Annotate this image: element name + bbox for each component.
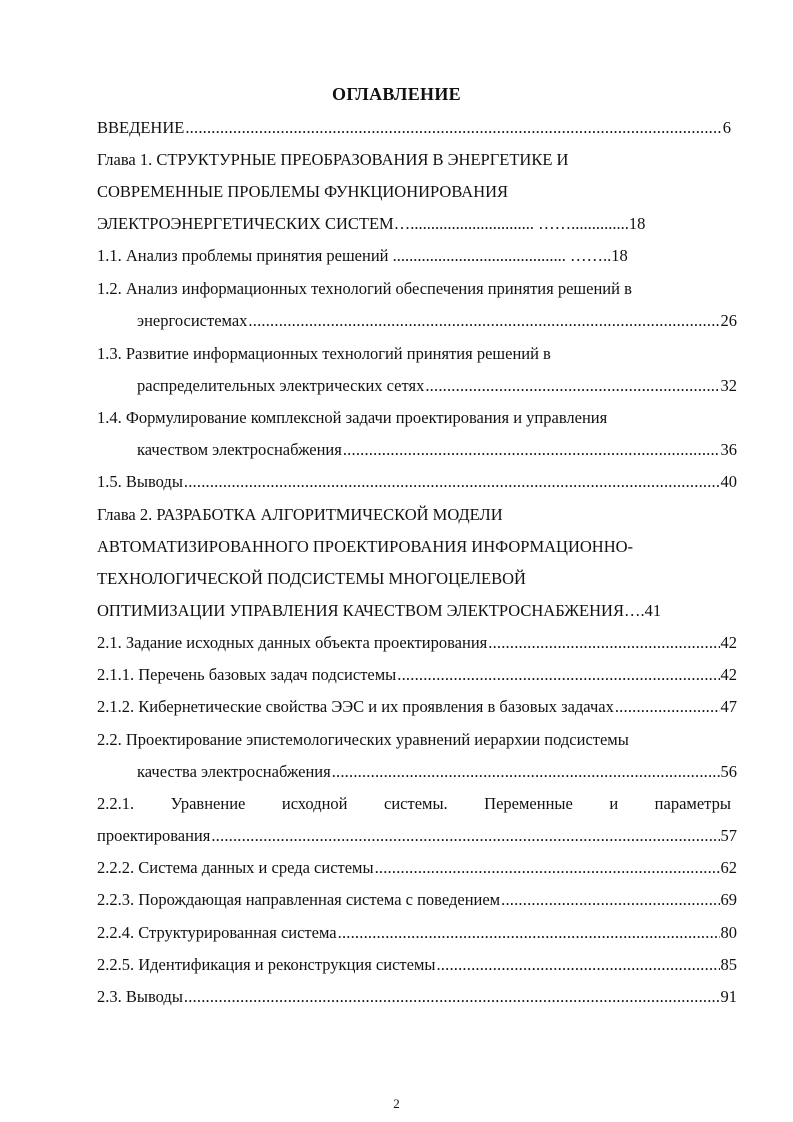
leader-dots xyxy=(338,923,720,943)
toc-entry-1-3-line-2 xyxy=(137,376,737,396)
toc-entry-1-4-line-1: 1.4. Формулирование комплексной задачи проектирования и управления xyxy=(97,408,608,427)
toc-entry-2-3 xyxy=(97,987,737,1007)
toc-chapter-1-line-2: СОВРЕМЕННЫЕ ПРОБЛЕМЫ ФУНКЦИОНИРОВАНИЯ xyxy=(97,182,509,201)
toc-chapter-1-title-end: ЭЛЕКТРОЭНЕРГЕТИЧЕСКИХ СИСТЕМ… xyxy=(97,214,411,233)
toc-entry-text: проектирования xyxy=(97,826,211,845)
toc-entry-1-2-line-2 xyxy=(137,311,737,331)
leader-dots xyxy=(397,665,719,685)
toc-page-number: 18 xyxy=(628,214,646,233)
leader-dots xyxy=(343,440,720,460)
toc-page-number: ..18 xyxy=(603,246,628,265)
toc-entry-2-2-1-line-2 xyxy=(97,826,737,846)
toc-entry-2-2-4 xyxy=(97,923,737,943)
toc-chapter-2-line-4: ОПТИМИЗАЦИИ УПРАВЛЕНИЯ КАЧЕСТВОМ ЭЛЕКТРОСНАБЖЕНИЯ….41 xyxy=(97,601,662,620)
leader-dots xyxy=(184,472,720,492)
toc-entry-1-2-line-1: 1.2. Анализ информационных технологий обеспечения принятия решений в xyxy=(97,279,632,298)
toc-entry-2-2-1-line-1 xyxy=(97,794,731,814)
toc-page-number: 91 xyxy=(720,987,737,1006)
toc-page-number: 36 xyxy=(720,440,737,459)
toc-entry-text: 2.3. Выводы xyxy=(97,987,183,1006)
toc-page-number: 80 xyxy=(720,923,737,942)
justified-word: параметры xyxy=(654,794,731,813)
toc-entry-2-2-line-1: 2.2. Проектирование эпистемологических уравнений иерархии подсистемы xyxy=(97,730,629,749)
toc-entry-text: 1.5. Выводы xyxy=(97,472,183,491)
toc-entry-text: 2.2.3. Порождающая направленная система с поведением xyxy=(97,890,501,909)
toc-entry-text: 2.2.4. Структурированная система xyxy=(97,923,337,942)
toc-entry-2-1 xyxy=(97,633,737,653)
toc-entry-2-2-line-2 xyxy=(137,762,737,782)
toc-page-number: 6 xyxy=(722,118,731,137)
toc-entry-introduction xyxy=(97,118,731,138)
toc-page-number: 42 xyxy=(720,633,737,652)
leader-dots xyxy=(332,762,720,782)
toc-entry-text: ВВЕДЕНИЕ xyxy=(97,118,185,137)
toc-chapter-1-line-3 xyxy=(97,214,731,234)
toc-entry-2-1-2 xyxy=(97,697,737,717)
toc-page-number: 85 xyxy=(720,955,737,974)
page-number: 2 xyxy=(393,1096,400,1111)
toc-entry-text: 2.2.2. Система данных и среда системы xyxy=(97,858,374,877)
toc-entry-2-1-1 xyxy=(97,665,737,685)
toc-entry-1-5 xyxy=(97,472,737,492)
toc-page-number: 40 xyxy=(720,472,737,491)
leader-dots: .......................................... …… xyxy=(392,246,603,265)
toc-entry-text: 2.1. Задание исходных данных объекта проектирования xyxy=(97,633,488,652)
justified-word: 2.2.1. xyxy=(97,794,135,813)
page-title: ОГЛАВЛЕНИЕ xyxy=(332,84,461,104)
toc-entry-text: качества электроснабжения xyxy=(137,762,331,781)
toc-entry-text: качеством электроснабжения xyxy=(137,440,342,459)
toc-entry-1-3-line-1: 1.3. Развитие информационных технологий принятия решений в xyxy=(97,344,551,363)
leader-dots: .............................. …….............. xyxy=(410,214,629,233)
toc-entry-2-2-2 xyxy=(97,858,737,878)
leader-dots xyxy=(184,987,720,1007)
toc-page-number: 42 xyxy=(720,665,737,684)
leader-dots xyxy=(615,697,720,717)
toc-page-number: 47 xyxy=(720,697,737,716)
leader-dots xyxy=(248,311,719,331)
leader-dots xyxy=(425,376,719,396)
toc-entry-text: 2.1.1. Перечень базовых задач подсистемы xyxy=(97,665,397,684)
leader-dots xyxy=(375,858,720,878)
toc-page-number: 57 xyxy=(720,826,737,845)
justified-word: системы. xyxy=(384,794,448,813)
toc-page-number: 62 xyxy=(720,858,737,877)
toc-entry-1-4-line-2 xyxy=(137,440,737,460)
toc-entry-text: 2.2.5. Идентификация и реконструкция системы xyxy=(97,955,436,974)
justified-word: Уравнение xyxy=(170,794,246,813)
leader-dots xyxy=(501,890,719,910)
justified-word: Переменные xyxy=(484,794,573,813)
toc-chapter-2-line-1: Глава 2. РАЗРАБОТКА АЛГОРИТМИЧЕСКОЙ МОДЕЛИ xyxy=(97,505,503,524)
toc-chapter-2-line-3: ТЕХНОЛОГИЧЕСКОЙ ПОДСИСТЕМЫ МНОГОЦЕЛЕВОЙ xyxy=(97,569,526,588)
leader-dots xyxy=(185,118,721,138)
toc-entry-text: 1.1. Анализ проблемы принятия решений xyxy=(97,246,389,265)
justified-word: и xyxy=(609,794,619,813)
toc-chapter-1-line-1: Глава 1. СТРУКТУРНЫЕ ПРЕОБРАЗОВАНИЯ В ЭНЕРГЕТИКЕ И xyxy=(97,150,569,169)
toc-entry-text: распределительных электрических сетях xyxy=(137,376,425,395)
toc-entry-text: 2.1.2. Кибернетические свойства ЭЭС и их проявления в базовых задачах xyxy=(97,697,614,716)
toc-page-number: 26 xyxy=(720,311,737,330)
justified-word: исходной xyxy=(281,794,348,813)
toc-entry-2-2-3 xyxy=(97,890,737,910)
leader-dots xyxy=(436,955,719,975)
toc-page-number: 32 xyxy=(720,376,737,395)
leader-dots xyxy=(211,826,719,846)
toc-page-number: 56 xyxy=(720,762,737,781)
leader-dots xyxy=(488,633,719,653)
toc-entry-2-2-5 xyxy=(97,955,737,975)
toc-entry-1-1 xyxy=(97,246,628,266)
toc-chapter-2-line-2: АВТОМАТИЗИРОВАННОГО ПРОЕКТИРОВАНИЯ ИНФОРМАЦИОННО- xyxy=(97,537,634,556)
toc-page-number: 69 xyxy=(720,890,737,909)
toc-entry-text: энергосистемах xyxy=(137,311,248,330)
